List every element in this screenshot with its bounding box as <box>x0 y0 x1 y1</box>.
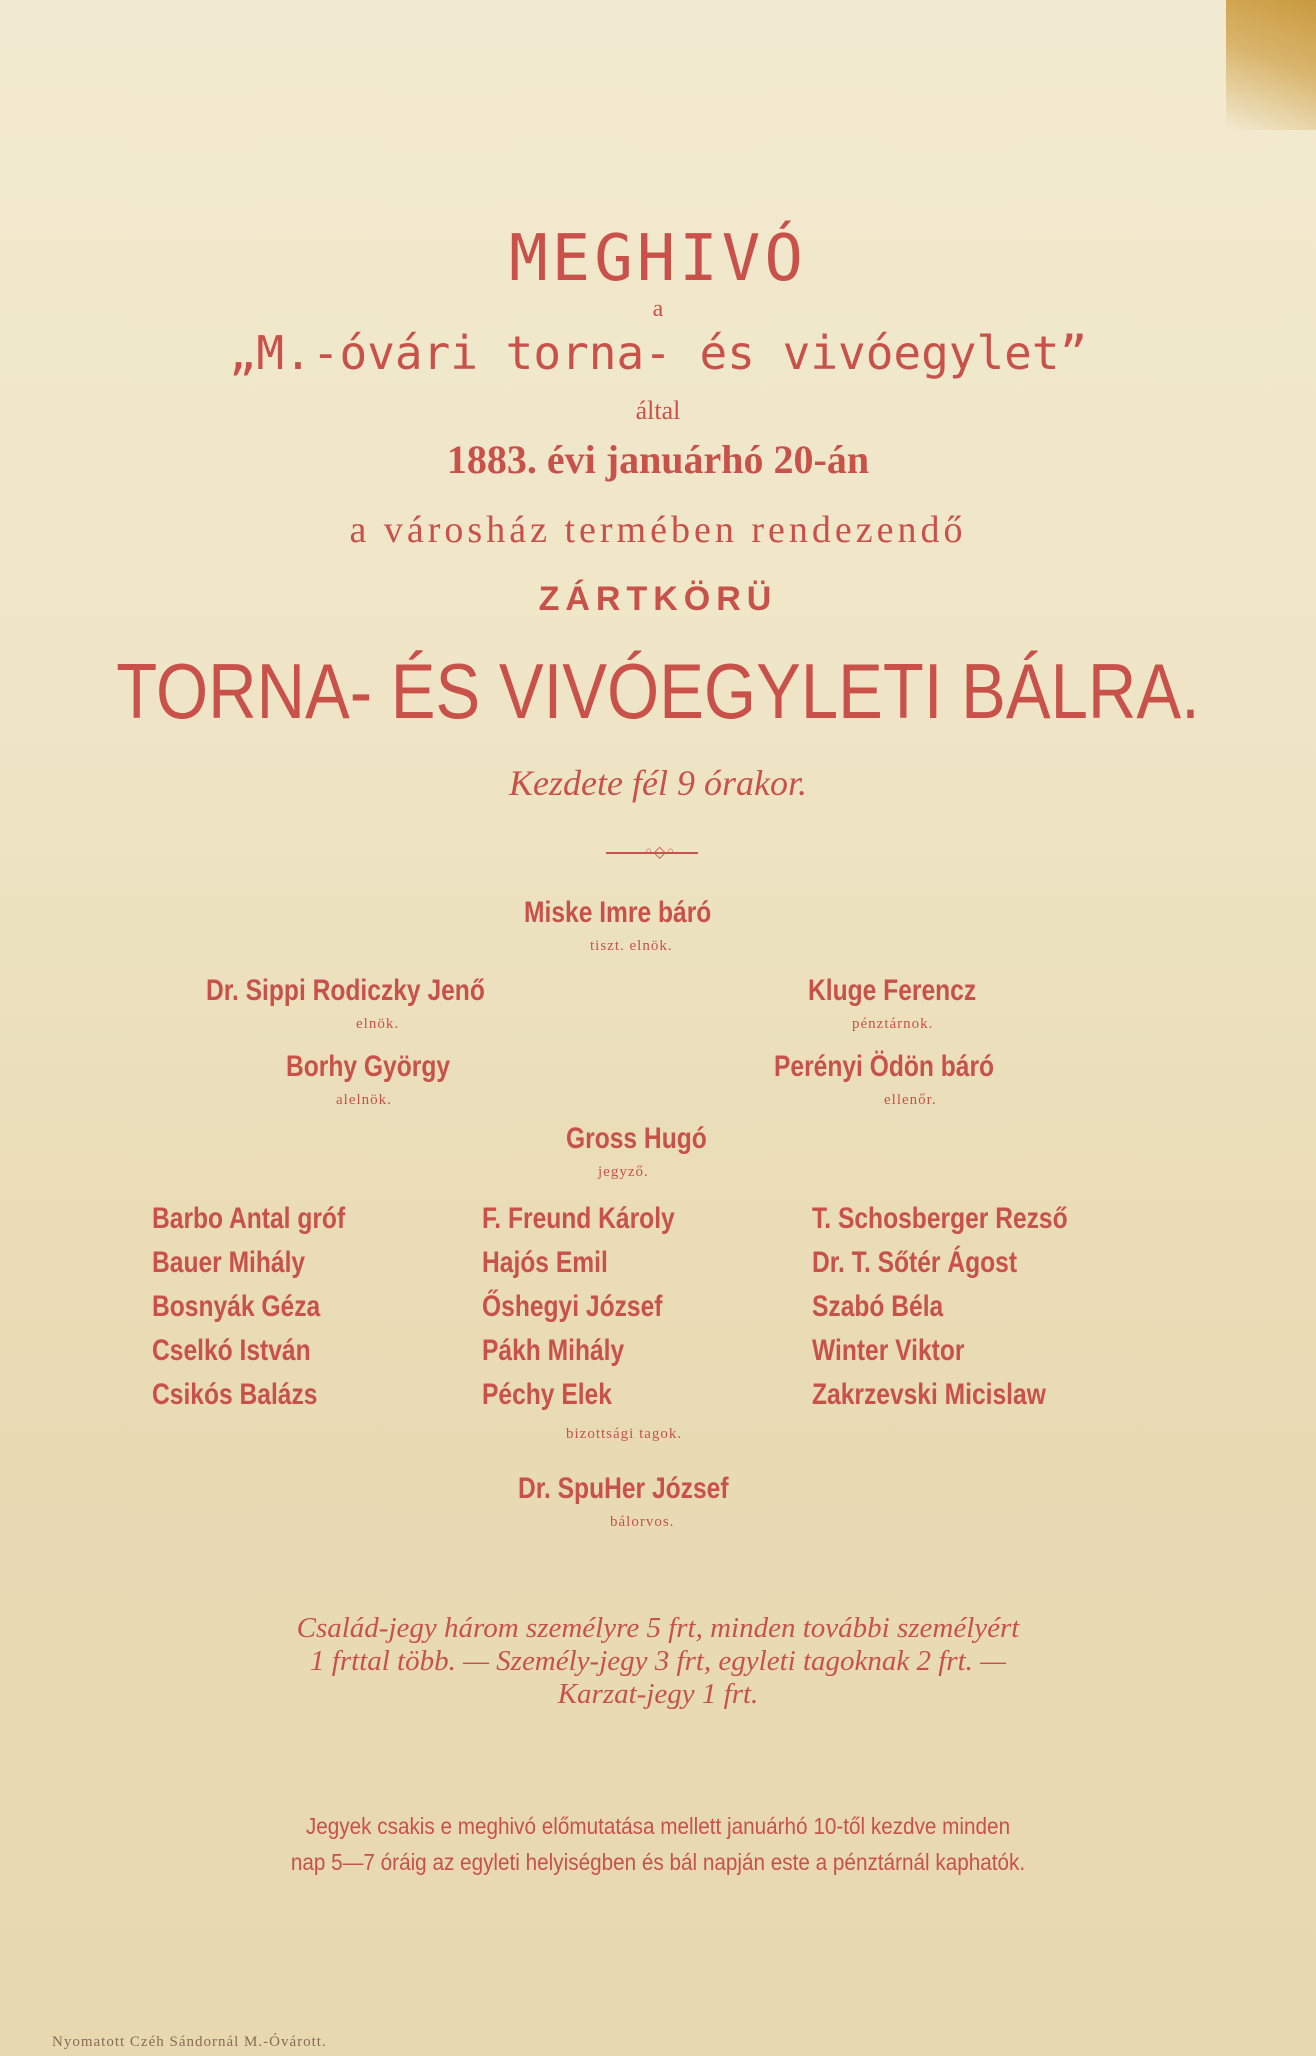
member-name: Péchy Elek <box>482 1378 612 1411</box>
price-line: Család-jegy három személyre 5 frt, minden további személyért <box>296 1612 1020 1644</box>
physician-name: Dr. SpuHer József <box>518 1472 729 1505</box>
price-line: Karzat-jegy 1 frt. <box>557 1678 759 1710</box>
president-role: elnök. <box>356 1016 400 1032</box>
controller-name: Perényi Ödön báró <box>774 1050 995 1083</box>
member-name: F. Freund Károly <box>482 1202 675 1235</box>
member-name: Szabó Béla <box>812 1290 944 1323</box>
member-name: Őshegyi József <box>482 1290 663 1323</box>
article-a: a <box>652 296 664 322</box>
ticket-line: nap 5—7 óráig az egyleti helyiségben és bál napján este a pénztárnál kaphatók. <box>290 1849 1026 1875</box>
start-time: Kezdete fél 9 órakor. <box>509 763 807 803</box>
by-line: által <box>635 396 681 425</box>
society-name: „M.-óvári torna- és vivóegylet” <box>228 326 1088 380</box>
president-name: Dr. Sippi Rodiczky Jenő <box>206 974 485 1007</box>
treasurer-name: Kluge Ferencz <box>808 974 977 1007</box>
member-name: Cselkó István <box>152 1334 311 1367</box>
member-name: Bauer Mihály <box>152 1246 306 1279</box>
event-date: 1883. évi januárhó 20-án <box>446 437 870 482</box>
event-venue: a városház termében rendezendő <box>349 509 967 551</box>
controller-role: ellenőr. <box>884 1092 937 1108</box>
invitation-title: MEGHIVÓ <box>509 222 807 296</box>
honorary-president-role: tiszt. elnök. <box>590 938 673 954</box>
members-role: bizottsági tagok. <box>566 1426 683 1442</box>
member-name: Bosnyák Géza <box>152 1290 321 1323</box>
secretary-role: jegyző. <box>598 1164 649 1180</box>
ball-title: TORNA- ÉS VIVÓEGYLETI BÁLRA. <box>116 647 1200 735</box>
member-name: Dr. T. Sőtér Ágost <box>812 1246 1018 1279</box>
member-name: Zakrzevski Micislaw <box>812 1378 1046 1411</box>
vice-president-name: Borhy György <box>286 1050 451 1083</box>
private-label: ZÁRTKÖRÜ <box>538 580 778 618</box>
ticket-line: Jegyek csakis e meghivó előmutatása mellett januárhó 10-től kezdve minden <box>305 1813 1011 1839</box>
member-name: Barbo Antal gróf <box>152 1202 346 1235</box>
member-name: Hajós Emil <box>482 1246 608 1279</box>
ornament-divider-knot: ◦◇◦ <box>644 842 676 861</box>
physician-role: bálorvos. <box>610 1514 675 1530</box>
treasurer-role: pénztárnok. <box>852 1016 934 1032</box>
honorary-president-name: Miske Imre báró <box>524 896 712 929</box>
member-name: T. Schosberger Rezső <box>812 1202 1068 1235</box>
member-name: Winter Viktor <box>812 1334 965 1367</box>
price-line: 1 frttal több. — Személy-jegy 3 frt, egyleti tagoknak 2 frt. — <box>310 1645 1006 1677</box>
paper-stain <box>1226 0 1316 130</box>
ticket-info <box>66 1808 1250 1880</box>
price-info <box>0 1612 1316 1711</box>
member-name: Pákh Mihály <box>482 1334 625 1367</box>
secretary-name: Gross Hugó <box>566 1122 707 1155</box>
vice-president-role: alelnök. <box>336 1092 392 1108</box>
member-name: Csikós Balázs <box>152 1378 318 1411</box>
printer-imprint: Nyomatott Czéh Sándornál M.-Óvárott. <box>52 2034 327 2050</box>
